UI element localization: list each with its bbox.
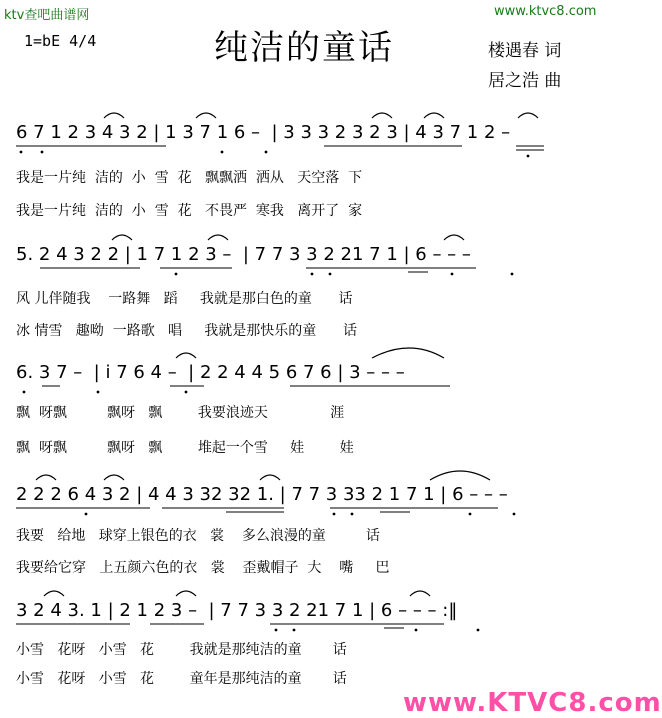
octave-dot: [175, 273, 178, 276]
system-3-lyrics-verse-1: 飘 呀飘 飘呀 飘 我要浪迹天 涯: [16, 405, 345, 421]
slur-mark: [36, 475, 56, 480]
octave-dot: [311, 273, 314, 276]
system-2-lyrics-verse-2: 冰 情雪 趣呦 一路歌 唱 我就是那快乐的童 话: [16, 323, 358, 339]
system-4-notes: 2 2 2 6 4 3 2 | 4 4 3 32 32 1. | 7 7 3 33 2 1 7 1 | 6 – – –: [16, 484, 508, 505]
system-3-notes: 6. 3 7 – | i 7 6 4 – | 2 2 4 4 5 6 7 6 | 3 – – –: [16, 362, 405, 383]
octave-dot: [97, 391, 100, 394]
octave-dot: [329, 273, 332, 276]
system-1-lyrics-verse-1: 我是一片纯 洁的 小 雪 花 飘飘洒 洒从 天空落 下: [16, 170, 363, 186]
slur-mark: [430, 471, 490, 480]
octave-dot: [221, 151, 224, 154]
octave-dot: [265, 151, 268, 154]
system-5-notes: 3 2 4 3. 1 | 2 1 2 3 – | 7 7 3 3 2 21 7 1 | 6 – – – :‖: [16, 600, 458, 621]
system-4-lyrics-verse-2: 我要给它穿 上五颜六色的衣 裳 歪戴帽子 大 嘴 巴: [16, 560, 390, 576]
composer-credit: 居之浩 曲: [488, 71, 562, 91]
octave-dot: [333, 513, 336, 516]
watermark-top-right: www.ktvc8.com: [494, 4, 597, 19]
slur-mark: [518, 113, 538, 118]
system-5-lyrics-verse-2: 小雪 花呀 小雪 花 童年是那纯洁的童 话: [16, 671, 347, 687]
octave-dot: [511, 273, 514, 276]
slur-mark: [444, 235, 464, 240]
system-1-notes: 6 7 1 2 3 4 3 2 | 1 3 7 1 6 – | 3 3 3 2 3 2 3 | 4 3 7 1 2 –: [16, 122, 511, 143]
slur-mark: [44, 591, 64, 596]
octave-dot: [469, 513, 472, 516]
slur-mark: [424, 113, 444, 118]
octave-dot: [513, 513, 516, 516]
slur-mark: [176, 353, 196, 358]
octave-dot: [275, 629, 278, 632]
system-1-lyrics-verse-2: 我是一片纯 洁的 小 雪 花 不畏严 寒我 离开了 家: [16, 203, 363, 219]
song-title: 纯洁的童话: [214, 28, 394, 68]
slur-mark: [372, 348, 444, 358]
system-3-lyrics-verse-2: 飘 呀飘 飘呀 飘 堆起一个雪 娃 娃: [16, 440, 354, 456]
system-2-notes: 5. 2 4 3 2 2 | 1 7 1 2 3 – | 7 7 3 3 2 21 7 1 | 6 – – –: [16, 244, 471, 265]
octave-dot: [293, 629, 296, 632]
octave-dot: [451, 273, 454, 276]
slur-mark: [112, 235, 132, 240]
octave-dot: [185, 391, 188, 394]
system-5-lyrics-verse-1: 小雪 花呀 小雪 花 我就是那纯洁的童 话: [16, 642, 347, 658]
slur-mark: [104, 113, 124, 118]
slur-mark: [104, 475, 124, 480]
octave-dot: [527, 155, 530, 158]
slur-mark: [410, 591, 430, 596]
slur-mark: [372, 113, 392, 118]
octave-dot: [23, 391, 26, 394]
slur-mark: [176, 591, 196, 596]
key-signature: 1=bE 4/4: [24, 32, 97, 50]
watermark-top-left: ktv查吧曲谱网: [4, 8, 90, 23]
system-4-lyrics-verse-1: 我要 给地 球穿上银色的衣 裳 多么浪漫的童 话: [16, 528, 380, 544]
slur-mark: [260, 475, 280, 480]
system-2-lyrics-verse-1: 风 儿伴随我 一路舞 蹈 我就是那白色的童 话: [16, 291, 353, 307]
octave-dot: [85, 513, 88, 516]
watermark-bottom: www.KTVC8.com: [403, 688, 662, 718]
octave-dot: [477, 629, 480, 632]
octave-dot: [20, 151, 23, 154]
octave-dot: [351, 513, 354, 516]
lyricist-credit: 楼遇春 词: [488, 41, 562, 61]
slur-mark: [196, 113, 216, 118]
octave-dot: [41, 151, 44, 154]
slur-mark: [208, 235, 228, 240]
octave-dot: [415, 629, 418, 632]
